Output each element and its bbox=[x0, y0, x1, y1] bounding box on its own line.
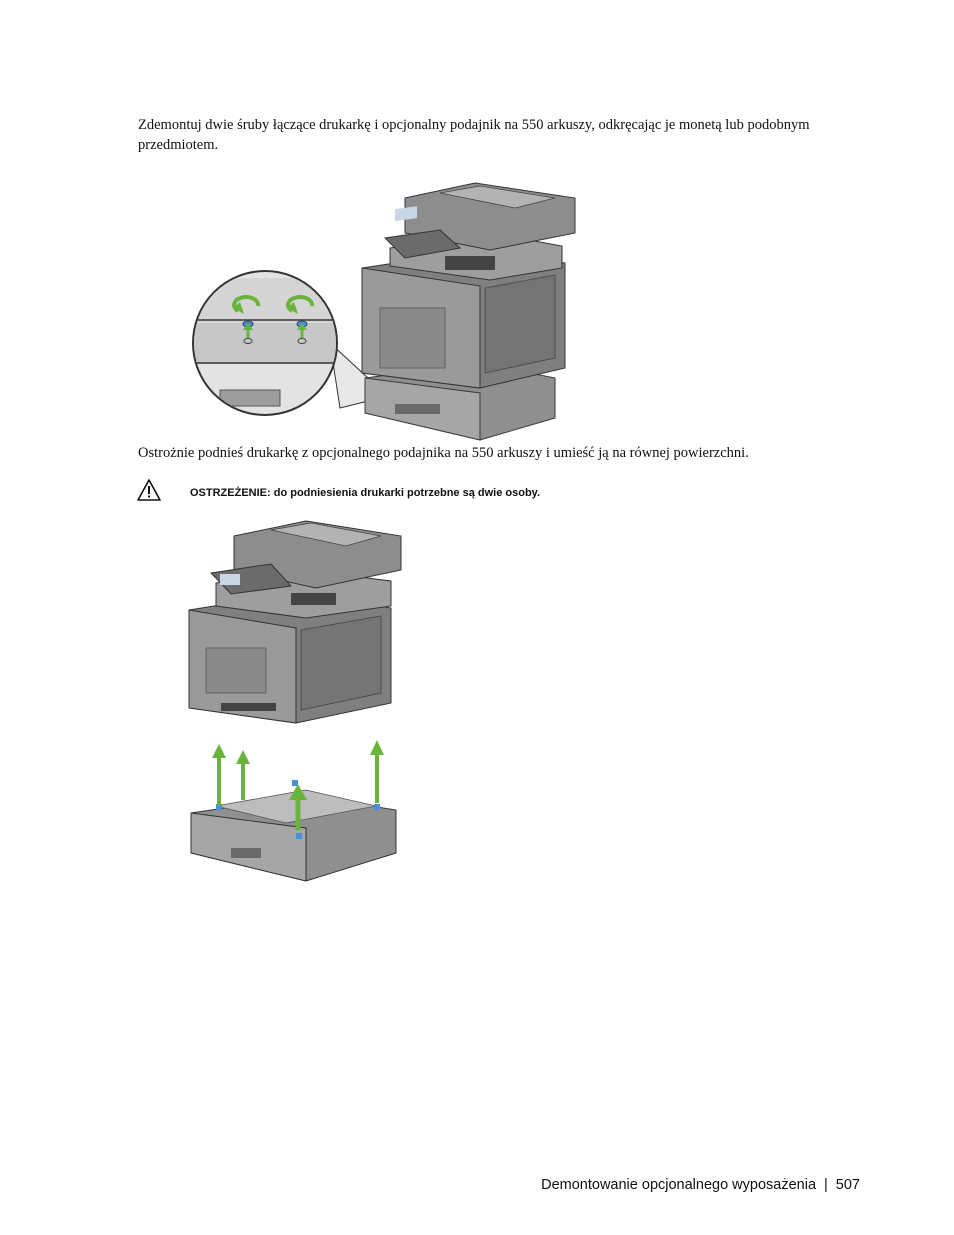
tray-connector-pin bbox=[292, 780, 298, 786]
printer-body bbox=[189, 521, 401, 723]
step-1-instruction: Zdemontuj dwie śruby łączące drukarkę i opcjonalny podajnik na 550 arkuszy, odkręcając je monetą lub podobnym przedmiotem. bbox=[138, 117, 810, 153]
zoom-circle bbox=[190, 271, 350, 415]
touch-screen bbox=[220, 574, 240, 585]
multipurpose-feeder-door bbox=[206, 648, 266, 693]
tray-connector-pin bbox=[374, 804, 380, 810]
page-number: 507 bbox=[835, 1177, 860, 1193]
step-2-instruction: Ostrożnie podnieś drukarkę z opcjonalnego podajnika na 550 arkuszy i umieść ją na równej powierzchni. bbox=[138, 445, 749, 461]
multipurpose-feeder-door bbox=[380, 308, 445, 368]
footer-section-title: Demontowanie opcjonalnego wyposażenia bbox=[541, 1177, 817, 1193]
side-panel bbox=[301, 616, 381, 710]
output-tray bbox=[445, 256, 495, 270]
paper-tray-slot bbox=[221, 703, 276, 711]
tray-connector-pin bbox=[296, 833, 302, 839]
printer-screw-removal-illustration bbox=[190, 178, 580, 442]
output-tray bbox=[291, 593, 336, 605]
warning-note bbox=[190, 487, 540, 499]
warning-body: do podniesienia drukarki potrzebne są dwie osoby. bbox=[273, 487, 541, 499]
side-panel bbox=[485, 275, 555, 373]
warning-triangle-icon bbox=[137, 479, 161, 501]
warning-label: OSTRZEŻENIE: bbox=[190, 487, 271, 499]
footer-separator: | bbox=[824, 1177, 828, 1193]
printer-lifting-illustration bbox=[186, 518, 411, 884]
page-footer bbox=[541, 1177, 860, 1193]
tray-handle bbox=[395, 404, 440, 414]
printer-body bbox=[362, 183, 575, 388]
tray-handle bbox=[231, 848, 261, 858]
